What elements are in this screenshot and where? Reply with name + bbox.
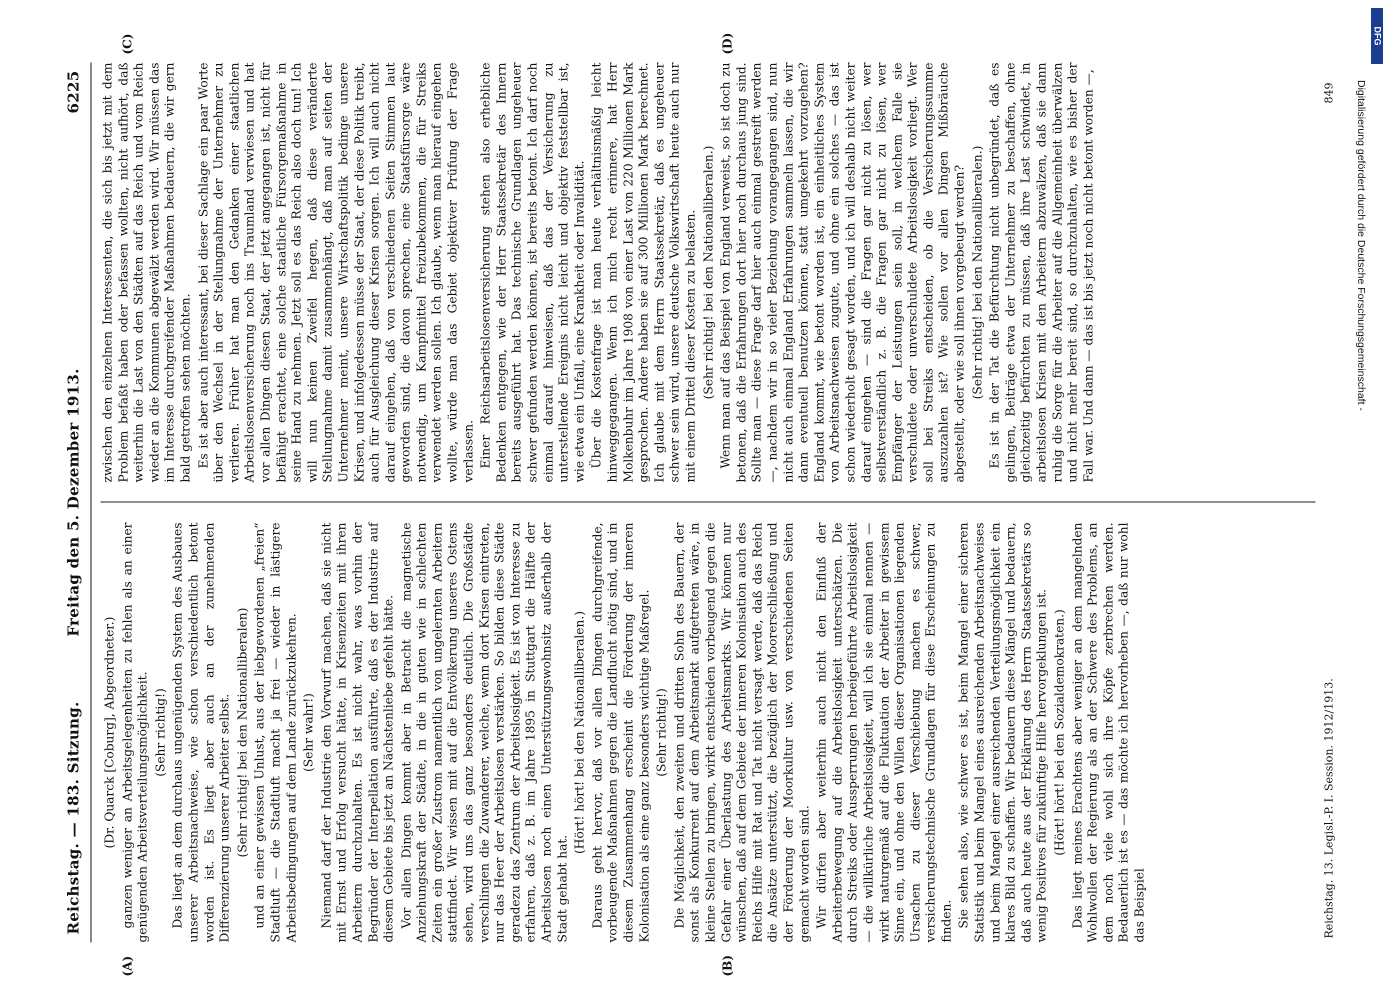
- header-rule: [90, 62, 91, 942]
- margin-marker-a: (A): [120, 955, 134, 976]
- page-number: 6225: [64, 70, 82, 113]
- paragraph: (Sehr richtig!): [654, 687, 669, 777]
- paragraph: Das liegt an dem durchaus ungenügenden System des Ausbaues unserer Arbeitsnachweise, wie schon verschiedentlich betont worden ist. Es liegt aber auch an der zunehmenden Differenzierung unserer Arbeiter selbst.: [170, 522, 232, 942]
- digitization-credit: Digitalisierung gefördert durch die Deutsche Forschungsgemeinschaft -: [1355, 80, 1367, 411]
- header-left: Reichstag. — 183. Sitzung.: [64, 700, 82, 934]
- right-column: [100, 62, 1098, 482]
- page-header: [60, 62, 88, 942]
- paragraph: Vor allen Dingen kommt aber in Betracht die magnetische Anziehungskraft der Städte, in die in guten wie in schlechten Zeiten ein großer Zustrom namentlich von ungelernten Arbeitern stattfindet. Wir wissen mit auf die Entvölkerung unseres Ostens sehen, wird uns das ganz besonders deutlich. Die Großstädte verschlingen die Zuwanderer, welche, wenn dort Krisen eintreten, nur das Heer der Arbeitslosen verstärken. So bilden diese Städte geradezu das Zentrum der Arbeitslosigkeit. Es ist von Interesse zu erfahren, daß z. B. im Jahre 1895 in Stuttgart die Hälfte der Arbeitslosen noch einen Unterstützungswohnsitz außerhalb der Stadt gehabt hat.: [398, 522, 569, 942]
- header-center: Freitag den 5. Dezember 1913.: [64, 367, 82, 637]
- column-divider: [100, 501, 1315, 502]
- paragraph: (Sehr wahr!): [301, 692, 316, 772]
- paragraph: zwischen den einzelnen Interessenten, die sich bis jetzt mit dem Problem befaßt haben oder befassen wollten, nicht aufhört, daß weiterhin die Last von den Städten auf das Reich und vom Reich wieder an die Kommunen abgewälzt werden wird. Wir müssen das im Interesse durchgreifender Maßnahmen bedauern, die wir gern bald getroffen sehen möchten.: [100, 62, 192, 482]
- paragraph: und an einer gewissen Unlust, aus der liebgewordenen „freien“ Stadtluft — die Stadtluft macht ja frei — wieder in lästigere Arbeitsbedingungen auf dem Lande zurückzukehren.: [252, 522, 298, 942]
- dfg-logo: DFG: [1371, 8, 1383, 64]
- paragraph: Sie sehen also, wie schwer es ist, beim Mangel einer sicheren Statistik und beim Mangel eines ausreichenden Arbeitsnachweises und beim Mangel einer ausreichenden Verteilungsmöglichkeit ein klares Bild zu schaffen. Wir bedauern diese Mängel und bedauern, daß auch heute aus der Erklärung des Herrn Staatssekretärs so wenig Positives für zukünftige Hilfe hervorgeklungen ist.: [956, 522, 1049, 942]
- paragraph: (Sehr richtig!): [152, 687, 167, 777]
- paragraph: Die Möglichkeit, den zweiten und dritten Sohn des Bauern, der sonst als Konkurrent auf dem Arbeitsmarkt aufgetreten wäre, in kleine Stellen zu bringen, wirkt entschieden vorbeugend gegen die Gefahr einer Überlastung des Arbeitsmarkts. Wir können nur wünschen, daß auf dem Gebiete der inneren Kolonisation auch des Reichs Hilfe mit Rat und Tat nicht versagt werde, daß das Reich die Ansätze unterstützt, die bezüglich der Moorerschließung und der Förderung der Moorkultur usw. von verschiedenen Seiten gemacht worden sind.: [671, 522, 811, 942]
- paragraph: (Hört! hört! bei den Nationalliberalen.): [572, 610, 587, 854]
- footer-left: Reichstag. 13. Legisl.-P. I. Session. 1912/1913.: [1322, 677, 1335, 938]
- paragraph: Es ist aber auch interessant, bei dieser Sachlage ein paar Worte über den Wechsel in der Stellungnahme der Unternehmer zu verlieren. Früher hat man den Gedanken einer staatlichen Arbeitslosenversicherung noch ins Traumland verwiesen und hat vor allen Dingen diesen Staat, der jetzt angegangen ist, nicht für befähigt erachtet, eine solche staatliche Fürsorgemaßnahme in seine Hand zu nehmen. Jetzt soll es das Reich also doch tun! Ich will nun keinen Zweifel hegen, daß diese veränderte Stellungnahme damit zusammenhängt, daß man auf seiten der Unternehmer meint, unsere Wirtschaftspolitik bedinge unsere Krisen, und infolgedessen müsse der Staat, der diese Politik treibt, auch für Ausgleichung dieser Krisen sorgen. Ich will auch nicht darauf eingehen, daß von verschiedenen Seiten Stimmen laut geworden sind, die davon sprechen, eine Staatsfürsorge wäre notwendig, um Kampfmittel freizubekommen, die für Streiks verwendet werden sollen. Ich glaube, wenn man hierauf eingehen wollte, würde man das Gebiet objektiver Prüfung der Frage verlassen.: [195, 62, 475, 482]
- paragraph: (Hört! hört! bei den Sozialdemokraten.): [1052, 608, 1067, 856]
- paragraph: Wenn man auf das Beispiel von England verweist, so ist doch zu betonen, daß die Erfahrungen dort hier noch durchaus jung sind. Sollte man — diese Frage darf hier auch einmal gestreift werden —, nachdem wir in so vieler Beziehung vorangegangen sind, nun nicht auch einmal England Erfahrungen sammeln lassen, die wir dann eventuell benutzen können, statt umgekehrt vorzugehen? England kommt, wie betont worden ist, ein einheitliches System von Arbeitsnachweisen zugute, und ohne ein solches — das ist schon wiederholt gesagt worden, und ich will deshalb nicht weiter darauf eingehen — sind die Fragen gar nicht zu lösen, wer selbstverständlich z. B. die Fragen gar nicht zu lösen, wer Empfänger der Leistungen sein soll, in welchem Falle sie verschuldete oder unverschuldete Arbeitslosigkeit vorliegt. Wer soll bei Streiks entscheiden, ob die Versicherungssumme auszuzahlen ist? Wie sollen vor allen Dingen Mißbräuche abgestellt, oder wie soll ihnen vorgebeugt werden?: [718, 62, 967, 482]
- paragraph: Niemand darf der Industrie den Vorwurf machen, daß sie nicht mit Ernst und Erfolg versucht hätte, in Krisenzeiten mit ihren Arbeitern durchzuhalten. Es ist nicht wahr, was vorhin der Begründer der Interpellation ausführte, daß es der Industrie auf diesem Gebiete bis jetzt an Nächstenliebe gefehlt hätte.: [318, 522, 396, 942]
- paragraph: Daraus geht hervor, daß vor allen Dingen durchgreifende, vorbeugende Maßnahmen gegen die Landflucht nötig sind, und in diesem Zusammenhang erscheint die Förderung der inneren Kolonisation als eine ganz besonders wichtige Maßregel.: [589, 522, 651, 942]
- paragraph: (Dr. Quarck [Coburg], Abgeordneter.): [102, 616, 116, 848]
- footer-page-number: 849: [1322, 82, 1335, 103]
- paragraph: (Sehr richtig! bei den Nationalliberalen): [234, 607, 249, 857]
- paragraph: Wir dürfen aber weiterhin auch nicht den Einfluß der Arbeiterbewegung auf die Arbeitslosigkeit unterschätzen. Die durch Streiks oder Aussperrungen herbeigeführte Arbeitslosigkeit — die willkürliche Arbeitslosigkeit, will ich sie einmal nennen — wirkt naturgemäß auf die Fluktuation der Arbeiter in gewissem Sinne ein, und ohne den Willen dieser Organisationen liegenden Ursachen zu dieser Verschiebung machen es schwer, versicherungstechnische Grundlagen für diese Erscheinungen zu finden.: [814, 522, 953, 942]
- paragraph: (Sehr richtig! bei den Nationalliberalen.): [969, 145, 984, 399]
- paragraph: Das liegt meines Erachtens aber weniger an dem mangelnden Wohlwollen der Regierung als an der Schwere des Problems, an dem noch viele wohl sich ihre Köpfe zerbrechen werden. Bedauerlich ist es — das möchte ich hervorheben —, daß nur wohl das Beispiel: [1069, 522, 1146, 942]
- document-sheet: [60, 32, 1350, 976]
- margin-marker-b: (B): [720, 954, 734, 976]
- left-column: [100, 522, 1150, 942]
- margin-marker-c: (C): [120, 33, 134, 54]
- paragraph: ganzen weniger an Arbeitsgelegenheiten zu fehlen als an einer genügenden Arbeitsverteilungsmöglichkeit.: [119, 522, 150, 942]
- paragraph: Über die Kostenfrage ist man heute verhältnismäßig leicht hinweggegangen. Wenn ich mich recht erinnere, hat Herr Molkenbuhr im Jahre 1908 von einer Last von 220 Millionen Mark gesprochen. Andere haben sie auf 300 Millionen Mark berechnet. Ich glaube mit dem Herrn Staatssekretär, daß es ungeheuer schwer sein wird, unsere deutsche Volkswirtschaft heute auch nur mit einem Drittel dieser Kosten zu belasten.: [589, 62, 697, 482]
- margin-marker-d: (D): [720, 32, 734, 54]
- paragraph: (Sehr richtig! bei den Nationalliberalen.): [700, 145, 715, 399]
- paragraph: Es ist in der Tat die Befürchtung nicht unbegründet, daß es gelingen, Beiträge etwa der Unternehmer zu beschaffen, ohne gleichzeitig befürchten zu müssen, daß ihre Last schwindet, in arbeitslosen Krisen mit den Arbeitern abzuwälzen, daß sie dann ruhig die Sorge für die Arbeiter auf die Allgemeinheit überwälzen und nicht mehr bereit sind, so durchzuhalten, wie es bisher der Fall war. Und dann — das ist bis jetzt noch nicht betont worden —,: [987, 62, 1095, 482]
- paragraph: Einer Reichsarbeitslosenversicherung stehen also erhebliche Bedenken entgegen, wie der Herr Staatssekretär des Innern bereits ausgeführt hat. Das technische Grundlagen ungeheuer schwer gefunden werden können, ist bereits betont. Ich darf noch einmal darauf hinweisen, daß das der Versicherung zu unterstellende Ereignis nicht leicht und objektiv feststellbar ist, wie etwa ein Unfall, eine Krankheit oder Invalidität.: [478, 62, 586, 482]
